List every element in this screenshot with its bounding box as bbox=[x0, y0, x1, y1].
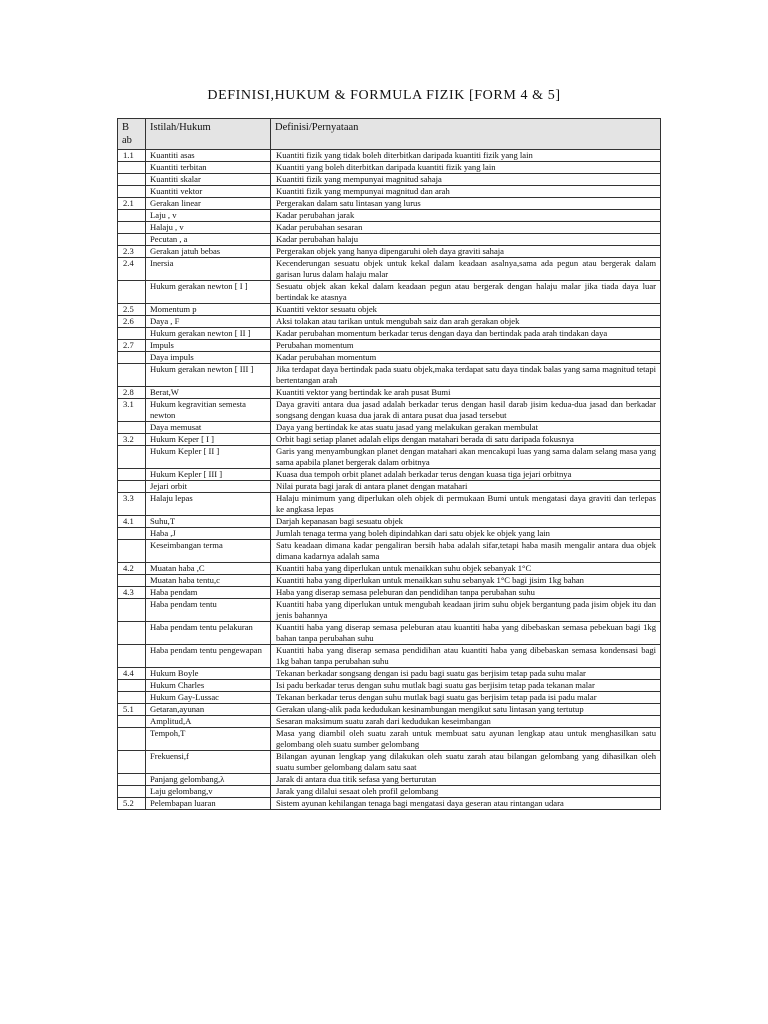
row-section-number: 5.2 bbox=[118, 798, 146, 810]
table-row bbox=[118, 692, 661, 704]
row-definition: Orbit bagi setiap planet adalah elips dengan matahari berada di satu daripada fokusnya bbox=[271, 434, 661, 446]
row-definition: Kuasa dua tempoh orbit planet adalah berkadar terus dengan kuasa tiga jejari orbitnya bbox=[271, 469, 661, 481]
row-definition: Kecenderungan sesuatu objek untuk kekal dalam keadaan asalnya,sama ada pegun atau bergerak dalam garisan lurus dalam halaju malar bbox=[271, 258, 661, 281]
row-definition: Kuantiti fizik yang mempunyai magnitud sahaja bbox=[271, 174, 661, 186]
table-row bbox=[118, 210, 661, 222]
row-definition: Satu keadaan dimana kadar pengaliran bersih haba adalah sifar,tetapi haba masih mengalir antara dua objek dimana kadarnya adalah sama bbox=[271, 540, 661, 563]
row-definition: Kuantiti vektor yang bertindak ke arah pusat Bumi bbox=[271, 387, 661, 399]
row-term: Gerakan jatuh bebas bbox=[146, 246, 271, 258]
row-section-number bbox=[118, 716, 146, 728]
table-row bbox=[118, 198, 661, 210]
table-row bbox=[118, 304, 661, 316]
row-section-number bbox=[118, 575, 146, 587]
row-definition: Garis yang menyambungkan planet dengan matahari akan mencakupi luas yang sama dalam selang masa yang sama apabila planet bergerak dalam orbitnya bbox=[271, 446, 661, 469]
row-section-number bbox=[118, 364, 146, 387]
header-definition: Definisi/Pernyataan bbox=[271, 119, 661, 150]
row-term: Suhu,T bbox=[146, 516, 271, 528]
table-body bbox=[118, 150, 661, 810]
row-term: Laju gelombang,v bbox=[146, 786, 271, 798]
row-section-number: 2.4 bbox=[118, 258, 146, 281]
row-term: Hukum Kepler [ III ] bbox=[146, 469, 271, 481]
row-section-number bbox=[118, 210, 146, 222]
row-section-number: 3.3 bbox=[118, 493, 146, 516]
row-section-number: 2.8 bbox=[118, 387, 146, 399]
row-definition: Kadar perubahan momentum berkadar terus dengan daya dan bertindak pada arah tindakan daya bbox=[271, 328, 661, 340]
row-definition: Sesuatu objek akan kekal dalam keadaan pegun atau bergerak dengan halaju malar jika tiada daya luar bertindak ke atasnya bbox=[271, 281, 661, 304]
row-section-number bbox=[118, 481, 146, 493]
row-definition: Sistem ayunan kehilangan tenaga bagi mengatasi daya geseran atau rintangan udara bbox=[271, 798, 661, 810]
row-section-number bbox=[118, 446, 146, 469]
row-section-number bbox=[118, 469, 146, 481]
row-section-number: 2.1 bbox=[118, 198, 146, 210]
row-section-number: 1.1 bbox=[118, 150, 146, 162]
table-row bbox=[118, 704, 661, 716]
row-definition: Bilangan ayunan lengkap yang dilakukan oleh suatu zarah atau bilangan gelombang yang dihasilkan oleh suatu sumber gelombang dalam satu saat bbox=[271, 751, 661, 774]
row-term: Kuantiti terbitan bbox=[146, 162, 271, 174]
row-term: Jejari orbit bbox=[146, 481, 271, 493]
row-term: Hukum Kepler [ II ] bbox=[146, 446, 271, 469]
row-definition: Sesaran maksimum suatu zarah dari kedudukan keseimbangan bbox=[271, 716, 661, 728]
row-section-number: 2.6 bbox=[118, 316, 146, 328]
table-row bbox=[118, 246, 661, 258]
row-definition: Masa yang diambil oleh suatu zarah untuk membuat satu ayunan lengkap atau untuk menghasilkan satu gelombang oleh suatu sumber gelombang bbox=[271, 728, 661, 751]
row-definition: Pergerakan objek yang hanya dipengaruhi oleh daya graviti sahaja bbox=[271, 246, 661, 258]
row-term: Pelembapan luaran bbox=[146, 798, 271, 810]
row-term: Pecutan , a bbox=[146, 234, 271, 246]
row-section-number: 4.2 bbox=[118, 563, 146, 575]
row-term: Getaran,ayunan bbox=[146, 704, 271, 716]
header-bab: B ab bbox=[118, 119, 146, 150]
row-section-number bbox=[118, 162, 146, 174]
table-row bbox=[118, 446, 661, 469]
table-row bbox=[118, 387, 661, 399]
row-term: Muatan haba ,C bbox=[146, 563, 271, 575]
row-definition: Isi padu berkadar terus dengan suhu mutlak bagi suatu gas berjisim tetap pada tekanan malar bbox=[271, 680, 661, 692]
row-definition: Kuantiti haba yang diperlukan untuk menaikkan suhu sebanyak 1°C bagi jisim 1kg bahan bbox=[271, 575, 661, 587]
row-term: Halaju lepas bbox=[146, 493, 271, 516]
table-row bbox=[118, 258, 661, 281]
row-section-number bbox=[118, 281, 146, 304]
row-section-number bbox=[118, 174, 146, 186]
row-definition: Kadar perubahan halaju bbox=[271, 234, 661, 246]
row-term: Hukum gerakan newton [ I ] bbox=[146, 281, 271, 304]
row-term: Hukum kegravitian semesta newton bbox=[146, 399, 271, 422]
row-term: Daya impuls bbox=[146, 352, 271, 364]
row-section-number bbox=[118, 352, 146, 364]
table-row bbox=[118, 281, 661, 304]
table-row bbox=[118, 186, 661, 198]
row-term: Impuls bbox=[146, 340, 271, 352]
row-section-number bbox=[118, 540, 146, 563]
row-definition: Halaju minimum yang diperlukan oleh objek di permukaan Bumi untuk mengatasi daya graviti dan terlepas ke angkasa lepas bbox=[271, 493, 661, 516]
table-row bbox=[118, 340, 661, 352]
row-section-number bbox=[118, 328, 146, 340]
row-section-number: 2.7 bbox=[118, 340, 146, 352]
row-definition: Kuantiti fizik yang tidak boleh diterbitkan daripada kuantiti fizik yang lain bbox=[271, 150, 661, 162]
row-section-number bbox=[118, 222, 146, 234]
row-section-number bbox=[118, 774, 146, 786]
table-row bbox=[118, 751, 661, 774]
row-term: Hukum gerakan newton [ III ] bbox=[146, 364, 271, 387]
row-section-number bbox=[118, 186, 146, 198]
row-term: Daya , F bbox=[146, 316, 271, 328]
table-header-row bbox=[118, 119, 661, 150]
row-term: Kuantiti asas bbox=[146, 150, 271, 162]
table-row bbox=[118, 786, 661, 798]
row-section-number bbox=[118, 528, 146, 540]
table-row bbox=[118, 575, 661, 587]
row-section-number bbox=[118, 680, 146, 692]
row-term: Hukum Boyle bbox=[146, 668, 271, 680]
row-definition: Kuantiti fizik yang mempunyai magnitud dan arah bbox=[271, 186, 661, 198]
table-row bbox=[118, 587, 661, 599]
table-row bbox=[118, 222, 661, 234]
row-section-number: 3.1 bbox=[118, 399, 146, 422]
row-section-number bbox=[118, 786, 146, 798]
row-definition: Jarak yang dilalui sesaat oleh profil gelombang bbox=[271, 786, 661, 798]
row-definition: Darjah kepanasan bagi sesuatu objek bbox=[271, 516, 661, 528]
row-definition: Daya yang bertindak ke atas suatu jasad yang melakukan gerakan membulat bbox=[271, 422, 661, 434]
row-term: Haba pendam tentu bbox=[146, 599, 271, 622]
row-section-number: 2.5 bbox=[118, 304, 146, 316]
row-term: Halaju , v bbox=[146, 222, 271, 234]
row-definition: Jarak di antara dua titik sefasa yang berturutan bbox=[271, 774, 661, 786]
row-section-number bbox=[118, 751, 146, 774]
row-term: Frekuensi,f bbox=[146, 751, 271, 774]
row-term: Hukum Charles bbox=[146, 680, 271, 692]
table-row bbox=[118, 599, 661, 622]
table-row bbox=[118, 434, 661, 446]
table-row bbox=[118, 493, 661, 516]
table-row bbox=[118, 352, 661, 364]
row-definition: Nilai purata bagi jarak di antara planet dengan matahari bbox=[271, 481, 661, 493]
table-row bbox=[118, 563, 661, 575]
row-section-number: 2.3 bbox=[118, 246, 146, 258]
table-row bbox=[118, 528, 661, 540]
row-term: Gerakan linear bbox=[146, 198, 271, 210]
row-definition: Tekanan berkadar songsang dengan isi padu bagi suatu gas berjisim tetap pada suhu malar bbox=[271, 668, 661, 680]
row-term: Tempoh,T bbox=[146, 728, 271, 751]
row-term: Amplitud,A bbox=[146, 716, 271, 728]
table-row bbox=[118, 668, 661, 680]
row-section-number: 4.1 bbox=[118, 516, 146, 528]
table-row bbox=[118, 540, 661, 563]
table-row bbox=[118, 798, 661, 810]
row-definition: Perubahan momentum bbox=[271, 340, 661, 352]
row-section-number: 3.2 bbox=[118, 434, 146, 446]
row-definition: Haba yang diserap semasa peleburan dan pendidihan tanpa perubahan suhu bbox=[271, 587, 661, 599]
table-row bbox=[118, 774, 661, 786]
row-definition: Kadar perubahan momentum bbox=[271, 352, 661, 364]
row-term: Haba pendam tentu pelakuran bbox=[146, 622, 271, 645]
table-row bbox=[118, 399, 661, 422]
row-term: Berat,W bbox=[146, 387, 271, 399]
row-section-number bbox=[118, 422, 146, 434]
table-row bbox=[118, 645, 661, 668]
table-row bbox=[118, 328, 661, 340]
row-section-number bbox=[118, 692, 146, 704]
table-row bbox=[118, 364, 661, 387]
header-term: Istilah/Hukum bbox=[146, 119, 271, 150]
row-definition: Daya graviti antara dua jasad adalah berkadar terus dengan hasil darab jisim kedua-dua jasad dan berkadar songsang dengan kuasa dua jarak di antara pusat dua jasad tersebut bbox=[271, 399, 661, 422]
row-definition: Pergerakan dalam satu lintasan yang lurus bbox=[271, 198, 661, 210]
row-definition: Tekanan berkadar terus dengan suhu mutlak bagi suatu gas berjisim tetap pada isi padu malar bbox=[271, 692, 661, 704]
row-term: Kuantiti vektor bbox=[146, 186, 271, 198]
row-term: Daya memusat bbox=[146, 422, 271, 434]
row-section-number: 5.1 bbox=[118, 704, 146, 716]
row-term: Laju , v bbox=[146, 210, 271, 222]
table-row bbox=[118, 162, 661, 174]
row-term: Hukum Gay-Lussac bbox=[146, 692, 271, 704]
row-section-number bbox=[118, 645, 146, 668]
table-row bbox=[118, 481, 661, 493]
row-term: Inersia bbox=[146, 258, 271, 281]
row-term: Kuantiti skalar bbox=[146, 174, 271, 186]
row-definition: Kadar perubahan sesaran bbox=[271, 222, 661, 234]
table-row bbox=[118, 469, 661, 481]
table-row bbox=[118, 422, 661, 434]
row-section-number bbox=[118, 622, 146, 645]
row-definition: Kuantiti yang boleh diterbitkan daripada kuantiti fizik yang lain bbox=[271, 162, 661, 174]
document-title: DEFINISI,HUKUM & FORMULA FIZIK [FORM 4 & 5] bbox=[207, 88, 561, 103]
row-definition: Kuantiti haba yang diperlukan untuk menaikkan suhu objek sebanyak 1°C bbox=[271, 563, 661, 575]
row-definition: Aksi tolakan atau tarikan untuk mengubah saiz dan arah gerakan objek bbox=[271, 316, 661, 328]
row-section-number: 4.3 bbox=[118, 587, 146, 599]
table-row bbox=[118, 680, 661, 692]
table-row bbox=[118, 150, 661, 162]
row-section-number: 4.4 bbox=[118, 668, 146, 680]
row-definition: Kuantiti vektor sesuatu objek bbox=[271, 304, 661, 316]
row-section-number bbox=[118, 728, 146, 751]
table-row bbox=[118, 728, 661, 751]
row-term: Panjang gelombang,λ bbox=[146, 774, 271, 786]
definitions-table bbox=[117, 118, 661, 810]
row-term: Muatan haba tentu,c bbox=[146, 575, 271, 587]
row-section-number bbox=[118, 599, 146, 622]
row-definition: Kuantiti haba yang diserap semasa peleburan atau kuantiti haba yang dibebaskan semasa pebekuan bagi 1kg bahan tanpa perubahan suhu bbox=[271, 622, 661, 645]
row-term: Hukum gerakan newton [ II ] bbox=[146, 328, 271, 340]
table-row bbox=[118, 234, 661, 246]
row-term: Haba ,J bbox=[146, 528, 271, 540]
row-definition: Gerakan ulang-alik pada kedudukan kesinambungan mengikut satu lintasan yang tertutup bbox=[271, 704, 661, 716]
table-row bbox=[118, 174, 661, 186]
row-definition: Kuantiti haba yang diserap semasa pendidihan atau kuantiti haba yang dibebaskan semasa kondensasi bagi 1kg bahan tanpa perubahan suhu bbox=[271, 645, 661, 668]
row-definition: Kadar perubahan jarak bbox=[271, 210, 661, 222]
row-term: Keseimbangan terma bbox=[146, 540, 271, 563]
row-term: Haba pendam bbox=[146, 587, 271, 599]
table-row bbox=[118, 716, 661, 728]
row-term: Momentum p bbox=[146, 304, 271, 316]
row-section-number bbox=[118, 234, 146, 246]
row-term: Haba pendam tentu pengewapan bbox=[146, 645, 271, 668]
row-term: Hukum Keper [ I ] bbox=[146, 434, 271, 446]
table-row bbox=[118, 516, 661, 528]
row-definition: Jika terdapat daya bertindak pada suatu objek,maka terdapat satu daya tindak balas yang sama magnitud tetapi bertentangan arah bbox=[271, 364, 661, 387]
table-row bbox=[118, 316, 661, 328]
row-definition: Jumlah tenaga terma yang boleh dipindahkan dari satu objek ke objek yang lain bbox=[271, 528, 661, 540]
row-definition: Kuantiti haba yang diperlukan untuk mengubah keadaan jirim suhu objek bergantung pada jisim objek itu dan jenis bahannya bbox=[271, 599, 661, 622]
table-row bbox=[118, 622, 661, 645]
